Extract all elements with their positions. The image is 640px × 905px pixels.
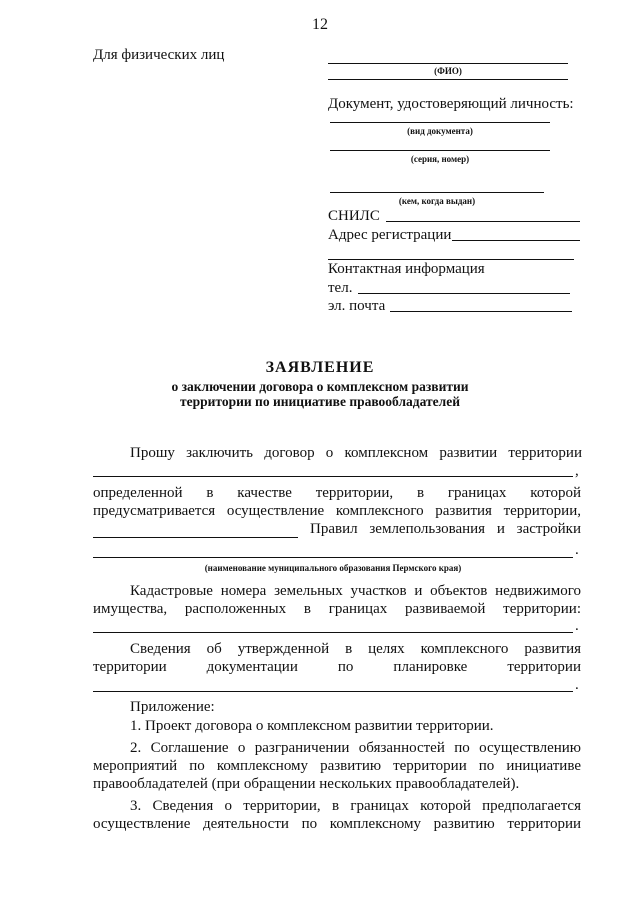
email-line (390, 311, 572, 312)
series-caption: (серия, номер) (410, 154, 470, 164)
appendix-label: Приложение: (130, 699, 215, 715)
appendix-item-3-line1: 3. Сведения о территории, в границах которой предполагается (130, 798, 581, 814)
appendix-item-2-line2: мероприятий по комплексному развитию территории по инициативе (93, 758, 581, 774)
period-1: . (575, 542, 579, 558)
email-label: эл. почта (328, 298, 386, 314)
comma-1: , (575, 463, 579, 479)
applicant-type-label: Для физических лиц (93, 47, 225, 63)
fio-line-2 (328, 79, 568, 80)
document-subtitle-line1: о заключении договора о комплексном развитии (171, 379, 469, 394)
page-number: 12 (312, 16, 328, 33)
body-p3-line1: Сведения об утвержденной в целях комплексного развития (130, 641, 581, 657)
period-2: . (575, 618, 579, 634)
body-blank-line-1 (93, 476, 573, 477)
municipality-caption: (наименование муниципального образования Пермского края) (204, 563, 462, 573)
phone-row (328, 279, 570, 297)
body-blank-line-5 (93, 691, 573, 692)
id-document-label: Документ, удостоверяющий личность: (328, 96, 574, 112)
body-p2-line2: имущества, расположенных в границах развиваемой территории: (93, 601, 581, 617)
body-blank-line-2 (93, 537, 298, 538)
address-line (452, 240, 580, 241)
body-p3-line2: территории документации по планировке территории (93, 659, 581, 675)
address-row (328, 226, 580, 244)
issued-line (330, 192, 544, 193)
appendix-item-2-line1: 2. Соглашение о разграничении обязанностей по осуществлению (130, 740, 581, 756)
period-3: . (575, 677, 579, 693)
body-blank-line-4 (93, 632, 573, 633)
doc-type-line (330, 122, 550, 123)
document-title: ЗАЯВЛЕНИЕ (265, 359, 375, 376)
appendix-item-3-line2: осуществление деятельности по комплексному развитию территории (93, 816, 581, 832)
issued-caption: (кем, когда выдан) (398, 196, 476, 206)
document-subtitle-line2: территории по инициативе правообладателей (180, 394, 460, 409)
body-p1-line3: определенной в качестве территории, в границах которой (93, 485, 581, 501)
snils-line (386, 221, 580, 222)
phone-label: тел. (328, 280, 353, 296)
doc-type-caption: (вид документа) (407, 126, 473, 136)
appendix-item-2-line3: правообладателей (при обращении нескольких правообладателей). (93, 776, 520, 792)
series-line (330, 150, 550, 151)
contact-label: Контактная информация (328, 261, 485, 277)
fio-line (328, 63, 568, 64)
snils-label: СНИЛС (328, 208, 380, 224)
body-p2-line1: Кадастровые номера земельных участков и объектов недвижимого (130, 583, 581, 599)
body-p1-line5: Правил землепользования и застройки (310, 521, 581, 537)
phone-line (358, 293, 570, 294)
body-p1-line4: предусматривается осуществление комплексного развития территории, (93, 503, 581, 519)
body-blank-line-3 (93, 557, 573, 558)
address-label: Адрес регистрации (328, 227, 452, 243)
email-row (328, 297, 572, 315)
snils-row (328, 207, 580, 225)
appendix-item-1: 1. Проект договора о комплексном развитии территории. (130, 718, 494, 734)
fio-caption: (ФИО) (434, 66, 462, 76)
body-p1-line1: Прошу заключить договор о комплексном развитии территории (130, 445, 582, 461)
